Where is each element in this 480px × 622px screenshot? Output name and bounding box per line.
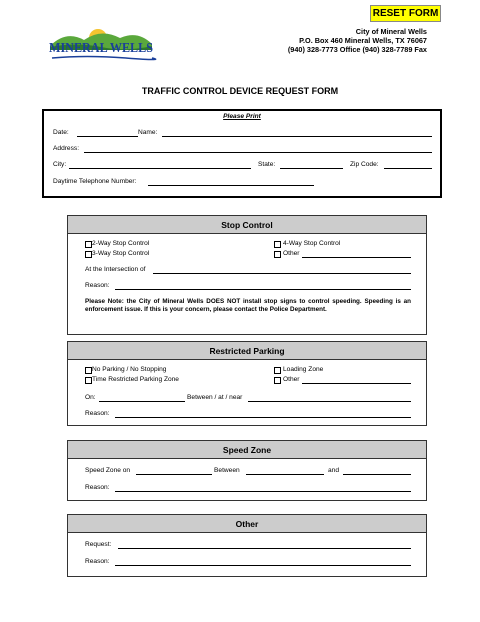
applicant-info-box [42,109,442,198]
date-label: Date: [53,129,69,136]
speed-zone-section [67,440,427,501]
stop-other-checkbox[interactable] [274,251,281,258]
stop-other-label: Other [283,250,300,257]
city-label: City: [53,161,67,168]
intersection-label: At the Intersection of [85,266,146,273]
restricted-parking-heading: Restricted Parking [68,342,426,360]
parking-reason-field[interactable] [115,410,411,418]
speed-between-label: Between [214,467,240,474]
time-restricted-checkbox[interactable] [85,377,92,384]
name-label: Name: [138,129,158,136]
stop-control-section [67,215,427,335]
loading-zone-checkbox[interactable] [274,367,281,374]
address-label: Address: [53,145,80,152]
loading-zone-label: Loading Zone [283,366,324,373]
parking-on-label: On: [85,394,96,401]
city-field[interactable] [69,161,251,169]
date-field[interactable] [77,129,138,137]
two-way-stop-checkbox[interactable] [85,241,92,248]
other-reason-field[interactable] [115,558,411,566]
no-parking-label: No Parking / No Stopping [92,366,167,373]
state-field[interactable] [280,161,343,169]
speed-zone-heading: Speed Zone [68,441,426,459]
other-heading: Other [68,515,426,533]
parking-reason-label: Reason: [85,410,110,417]
intersection-field[interactable] [153,266,411,274]
four-way-stop-checkbox[interactable] [274,241,281,248]
four-way-stop-label: 4-Way Stop Control [283,240,341,247]
other-request-field[interactable] [118,541,411,549]
parking-other-checkbox[interactable] [274,377,281,384]
org-phones: (940) 328-7773 Office (940) 328-7789 Fax [287,45,427,55]
state-label: State: [258,161,276,168]
form-title: TRAFFIC CONTROL DEVICE REQUEST FORM [141,86,339,96]
stop-control-heading: Stop Control [68,216,426,234]
speed-between-field[interactable] [246,467,324,475]
other-request-label: Request: [85,541,112,548]
phone-field[interactable] [148,178,314,186]
speed-reason-label: Reason: [85,484,110,491]
speed-zone-on-label: Speed Zone on [85,467,131,474]
restricted-parking-section [67,341,427,426]
speed-reason-field[interactable] [115,484,411,492]
three-way-stop-checkbox[interactable] [85,251,92,258]
time-restricted-label: Time Restricted Parking Zone [92,376,179,383]
city-logo [46,24,156,64]
parking-on-field[interactable] [99,394,185,402]
org-address: P.O. Box 460 Mineral Wells, TX 76067 [299,36,427,46]
org-info [250,27,427,55]
speed-zone-on-field[interactable] [136,467,212,475]
zip-field[interactable] [384,161,432,169]
phone-label: Daytime Telephone Number: [53,178,137,185]
org-name: City of Mineral Wells [355,27,427,36]
parking-between-field[interactable] [248,394,411,402]
please-print-label: Please Print [223,113,261,120]
stop-reason-field[interactable] [115,282,411,290]
stop-sign-note: Please Note: the City of Mineral Wells DOES NOT install stop signs to control speeding. Speeding is an enforcement issue. If this is your concern, please contact the Police Department. [85,298,411,313]
parking-other-label: Other [283,376,300,383]
stop-reason-label: Reason: [85,282,110,289]
reset-form-button[interactable]: RESET FORM [370,5,441,22]
other-reason-label: Reason: [85,558,110,565]
name-field[interactable] [162,129,432,137]
parking-between-label: Between / at / near [187,394,243,401]
no-parking-checkbox[interactable] [85,367,92,374]
zip-label: Zip Code: [350,161,379,168]
parking-other-field[interactable] [302,376,411,384]
two-way-stop-label: 2-Way Stop Control [92,240,150,247]
speed-and-field[interactable] [343,467,411,475]
speed-and-label: and [328,467,340,474]
other-section [67,514,427,577]
three-way-stop-label: 3-Way Stop Control [92,250,150,257]
logo-text: MINERAL WELLS [49,41,154,56]
stop-other-field[interactable] [302,250,411,258]
address-field[interactable] [84,145,432,153]
